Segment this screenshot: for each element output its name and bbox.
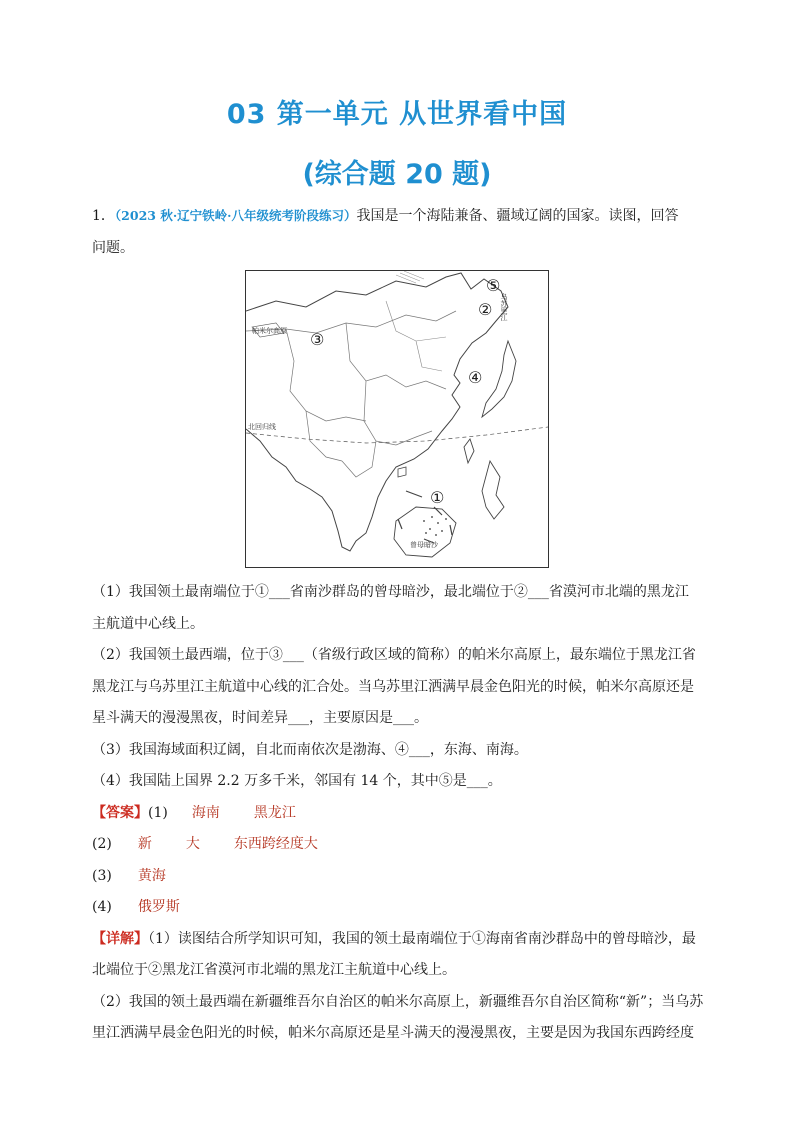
question-1-part-2-line3: 星斗满天的漫漫黑夜，时间差异___，主要原因是___。: [92, 710, 428, 726]
question-source: （2023 秋·辽宁铁岭·八年级统考阶段练习）: [114, 208, 357, 223]
page-title: 03 第一单元 从世界看中国: [226, 99, 568, 130]
map-label-5: ⑤: [486, 276, 501, 295]
map-label-1: ①: [430, 488, 445, 507]
detail-line-4: 里江洒满早晨金色阳光的时候，帕米尔高原还是星斗满天的漫漫黑夜，主要是因为我国东西跨经度: [92, 1025, 694, 1041]
answer-row-1: [92, 803, 296, 823]
map-label-3: ③: [310, 330, 325, 349]
question-1-part-4: （4）我国陆上国界 2.2 万多千米，邻国有 14 个，其中⑤是___。: [92, 773, 502, 789]
answer-3-number: (3): [92, 868, 112, 884]
detail-line-1: （1）读图结合所学知识可知，我国的领土最南端位于①海南省南沙群岛中的曾母暗沙，最: [148, 931, 696, 947]
answer-2-b: 大: [185, 836, 200, 852]
map-label-pamir: 帕米尔高原: [252, 327, 287, 335]
question-1-part-2-line1: （2）我国领土最西端，位于③___（省级行政区域的简称）的帕米尔高原上，最东端位于黑龙江省: [92, 647, 696, 663]
answer-2-a: 新: [137, 836, 152, 852]
map-label-river: 乌苏里江: [500, 293, 508, 321]
china-map-figure: [245, 270, 549, 568]
detail-line-3: （2）我国的领土最西端在新疆维吾尔自治区的帕米尔高原上，新疆维吾尔自治区简称“新”；当乌苏: [92, 994, 704, 1010]
answer-2-c: 东西跨经度大: [233, 836, 318, 852]
answer-4-number: (4): [92, 899, 112, 915]
question-1-part-3: （3）我国海域面积辽阔，自北而南依次是渤海、④___，东海、南海。: [92, 742, 528, 758]
question-number: 1．: [92, 208, 115, 224]
answer-tag: 【答案】: [92, 805, 148, 821]
question-1-part-2-line2: 黑龙江与乌苏里江主航道中心线的汇合处。当乌苏里江洒满早晨金色阳光的时候，帕米尔高原还是: [92, 679, 694, 695]
answer-3-a: 黄海: [137, 868, 166, 884]
question-1-part-1-line1: （1）我国领土最南端位于①___省南沙群岛的曾母暗沙，最北端位于②___省漠河市北端的黑龙江: [92, 584, 689, 600]
answer-row-4: [92, 897, 180, 917]
china-map: [246, 271, 548, 567]
map-label-tropic: 北回归线: [248, 423, 276, 431]
answer-row-2: [92, 834, 318, 854]
answer-1-number: (1): [148, 805, 168, 821]
answer-1-b: 黑龙江: [253, 805, 296, 821]
question-1-stem: [92, 206, 679, 226]
detail-row-1: [92, 929, 696, 949]
map-label-2: ②: [478, 300, 493, 319]
question-stem-line1: 我国是一个海陆兼备、疆域辽阔的国家。读图，回答: [356, 208, 679, 224]
detail-line-2: 北端位于②黑龙江省漠河市北端的黑龙江主航道中心线上。: [92, 962, 456, 978]
answer-row-3: [92, 866, 166, 886]
answer-4-a: 俄罗斯: [137, 899, 180, 915]
map-label-shoal: 曾母暗沙: [410, 541, 438, 549]
answer-1-a: 海南: [191, 805, 220, 821]
page-subtitle: (综合题 20 题): [302, 159, 492, 190]
question-stem-line2: 问题。: [92, 240, 134, 256]
map-label-4: ④: [468, 368, 483, 387]
detail-tag: 【详解】: [92, 931, 148, 947]
question-1-part-1-line2: 主航道中心线上。: [92, 616, 204, 632]
answer-2-number: (2): [92, 836, 112, 852]
